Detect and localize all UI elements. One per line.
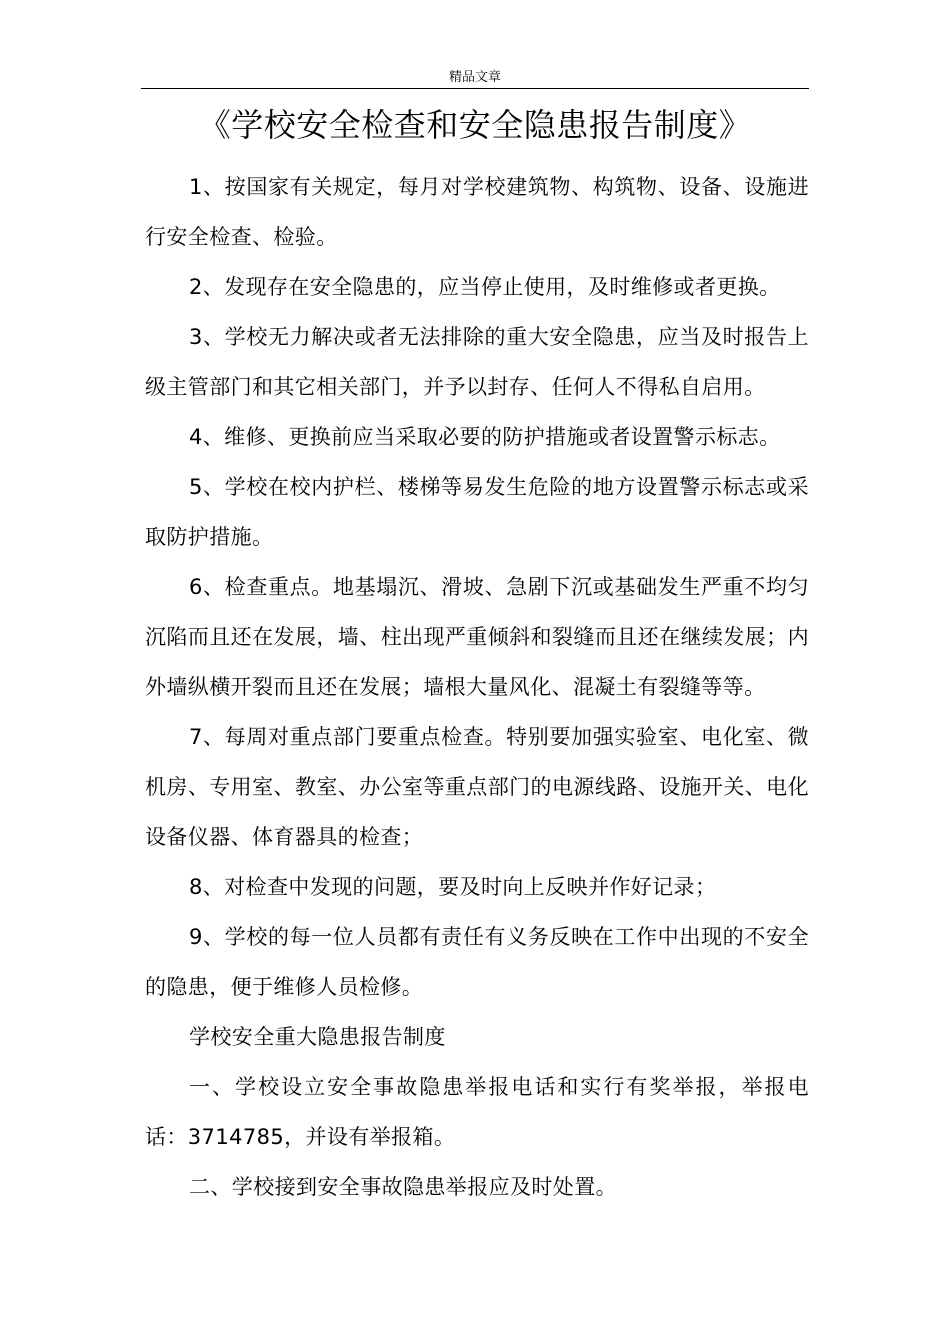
paragraph-1: 1、按国家有关规定，每月对学校建筑物、构筑物、设备、设施进行安全检查、检验。 bbox=[145, 175, 809, 249]
paragraph-9: 9、学校的每一位人员都有责任有义务反映在工作中出现的不安全的隐患，便于维修人员检修。 bbox=[145, 925, 809, 999]
paragraph-report-2: 二、学校接到安全事故隐患举报应及时处置。 bbox=[189, 1175, 617, 1199]
page-header: 精品文章 bbox=[448, 70, 501, 85]
paragraph-5: 5、学校在校内护栏、楼梯等易发生危险的地方设置警示标志或采取防护措施。 bbox=[145, 475, 809, 549]
section-heading: 学校安全重大隐患报告制度 bbox=[189, 1025, 446, 1049]
header-divider bbox=[141, 88, 809, 89]
paragraph-8: 8、对检查中发现的问题，要及时向上反映并作好记录； bbox=[189, 875, 717, 899]
paragraph-2: 2、发现存在安全隐患的，应当停止使用，及时维修或者更换。 bbox=[189, 275, 781, 299]
paragraph-report-1: 一、学校设立安全事故隐患举报电话和实行有奖举报，举报电话：3714785，并设有举报箱。 bbox=[145, 1075, 809, 1149]
document-title: 《学校安全检查和安全隐患报告制度》 bbox=[198, 106, 752, 144]
paragraph-3: 3、学校无力解决或者无法排除的重大安全隐患，应当及时报告上级主管部门和其它相关部门，并予以封存、任何人不得私自启用。 bbox=[145, 325, 809, 399]
paragraph-7: 7、每周对重点部门要重点检查。特别要加强实验室、电化室、微机房、专用室、教室、办公室等重点部门的电源线路、设施开关、电化设备仪器、体育器具的检查； bbox=[145, 725, 809, 849]
document-body bbox=[145, 162, 809, 1212]
paragraph-4: 4、维修、更换前应当采取必要的防护措施或者设置警示标志。 bbox=[189, 425, 781, 449]
paragraph-6: 6、检查重点。地基塌沉、滑坡、急剧下沉或基础发生严重不均匀沉陷而且还在发展，墙、柱出现严重倾斜和裂缝而且还在继续发展；内外墙纵横开裂而且还在发展；墙根大量风化、混凝土有裂缝等等。 bbox=[145, 575, 809, 699]
